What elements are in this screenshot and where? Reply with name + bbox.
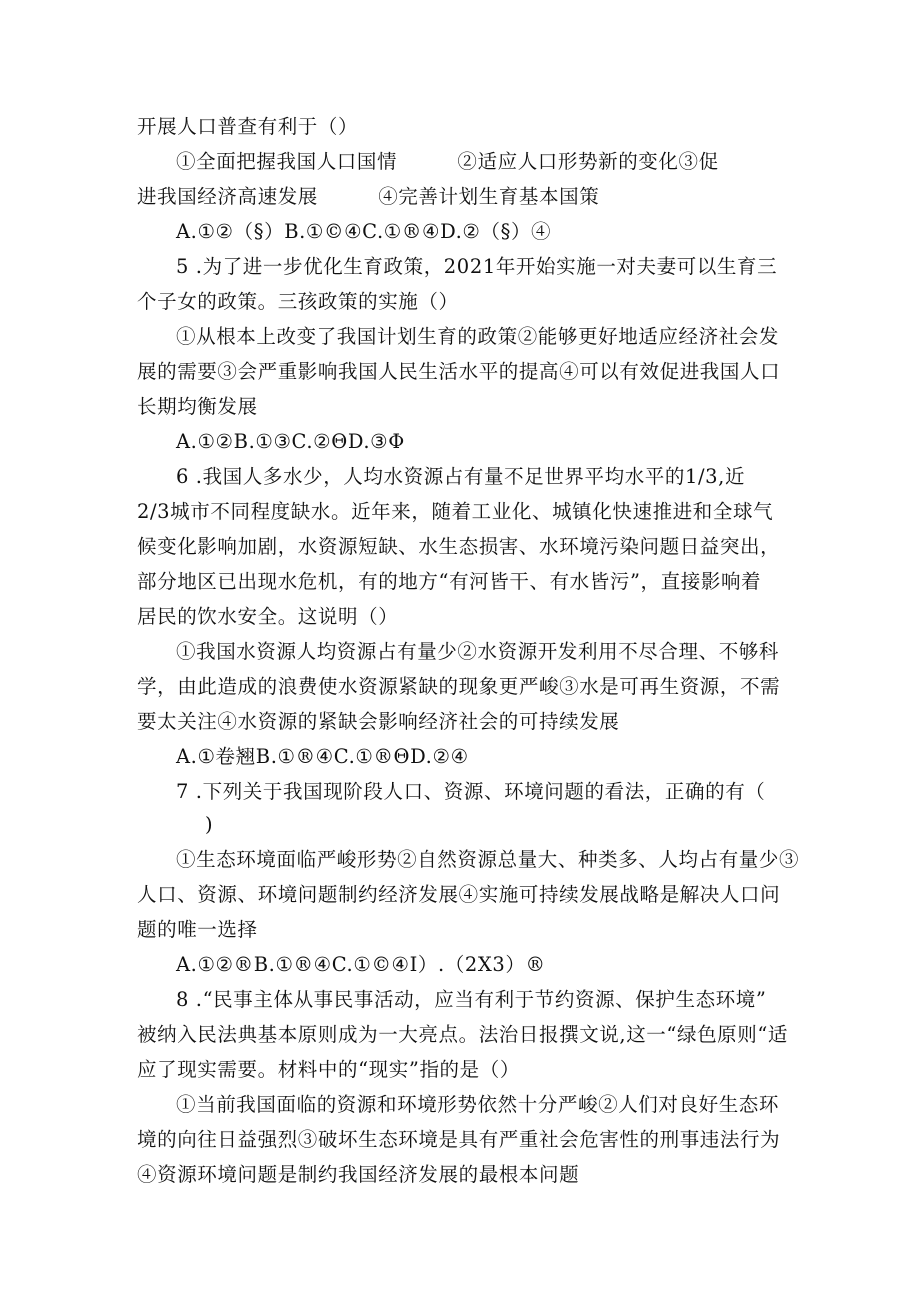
question-5-options: A.①②B.①③C.②ΘD.③Φ [176,430,405,453]
question-5-stem: 个子女的政策。三孩政策的实施（） [137,290,459,313]
question-5-statements: 长期均衡发展 [137,395,258,418]
question-8-stem: 被纳入民法典基本原则成为一大亮点。法治日报撰文说,这一“绿色原则“适 [137,1023,789,1046]
question-6-stem: 部分地区已出现水危机，有的地方“有河皆干、有水皆污”，直接影响着 [137,570,762,593]
question-7-stem: 7 .下列关于我国现阶段人口、资源、环境问题的看法，正确的有（ [176,780,766,803]
question-7-statements: 人口、资源、环境问题制约经济发展④实施可持续发展战略是解决人口问 [137,883,781,906]
question-6-stem: 居民的饮水安全。这说明（） [137,605,399,628]
question-8-statements: ①当前我国面临的资源和环境形势依然十分严峻②人们对良好生态环 [176,1093,780,1116]
question-4-options: A.①②（§）B.①©④C.①®④D.②（§）④ [176,220,552,243]
question-7-options: A.①②®B.①®④C.①©④I）.（2X3）® [176,953,546,976]
question-4-statements: ①全面把握我国人口国情 ②适应人口形势新的变化③促 [176,150,719,173]
question-8-stem: 8 .“民事主体从事民事活动，应当有利于节约资源、保护生态环境” [176,988,767,1011]
question-6-options: A.①卷翘B.①®④C.①®ΘD.②④ [176,745,469,768]
question-5-statements: ①从根本上改变了我国计划生育的政策②能够更好地适应经济社会发 [176,325,780,348]
question-6-stem: 2/3城市不同程度缺水。近年来，随着工业化、城镇化快速推进和全球气 [137,500,774,523]
question-7-statements: ①生态环境面临严峻形势②自然资源总量大、种类多、人均占有量少③ [176,848,800,871]
question-7-statements: 题的唯一选择 [137,918,258,941]
question-8-statements: ④资源环境问题是制约我国经济发展的最根本问题 [137,1163,580,1186]
question-7-stem: ) [205,813,214,836]
question-6-statements: ①我国水资源人均资源占有量少②水资源开发利用不尽合理、不够科 [176,640,780,663]
question-6-stem: 6 .我国人多水少，人均水资源占有量不足世界平均水平的1/3,近 [176,465,746,488]
question-6-stem: 候变化影响加剧，水资源短缺、水生态损害、水环境污染问题日益突出， [137,535,781,558]
question-6-statements: 学，由此造成的浪费使水资源紧缺的现象更严峻③水是可再生资源，不需 [137,675,781,698]
question-8-stem: 应了现实需要。材料中的“现实”指的是（） [137,1058,520,1081]
question-4-stem: 开展人口普查有利于（） [137,115,359,138]
question-8-statements: 境的向往日益强烈③破坏生态环境是具有严重社会危害性的刑事违法行为 [137,1128,781,1151]
question-6-statements: 要太关注④水资源的紧缺会影响经济社会的可持续发展 [137,710,620,733]
question-5-statements: 展的需要③会严重影响我国人民生活水平的提高④可以有效促进我国人口 [137,360,781,383]
question-5-stem: 5 .为了进一步优化生育政策，2021年开始实施一对夫妻可以生育三 [176,255,778,278]
question-4-statements: 进我国经济高速发展 ④完善计划生育基本国策 [137,185,600,208]
